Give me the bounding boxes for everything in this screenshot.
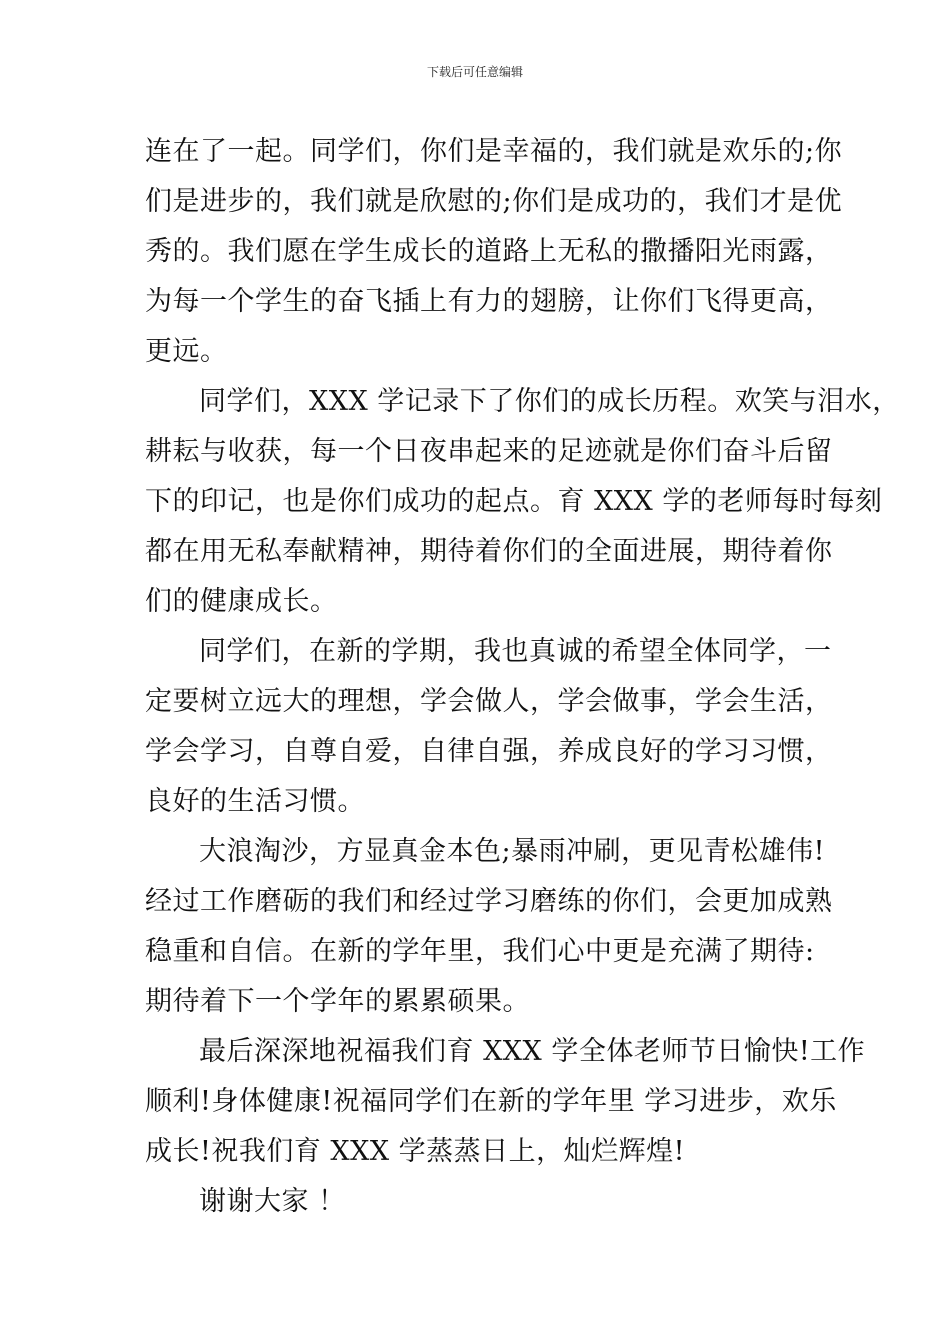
- page-header: 下载后可任意编辑: [426, 65, 523, 79]
- text-line: 期待着下一个学年的累累硕果。: [145, 986, 530, 1017]
- paragraph-start-line: 同学们，在新的学期，我也真诚的希望全体同学，一: [199, 636, 832, 667]
- text-line: 成长!祝我们育 XXX 学蒸蒸日上，灿烂辉煌!: [145, 1136, 686, 1167]
- text-line: 学会学习，自尊自爱，自律自强，养成良好的学习习惯，: [145, 736, 833, 767]
- paragraph-start-line: 大浪淘沙，方显真金本色;暴雨冲刷，更见青松雄伟!: [199, 836, 825, 867]
- text-line: 们的健康成长。: [145, 586, 338, 617]
- text-line: 秀的。我们愿在学生成长的道路上无私的撒播阳光雨露，: [145, 236, 833, 267]
- text-line: 都在用无私奉献精神，期待着你们的全面进展，期待着你: [145, 536, 833, 567]
- text-line: 们是进步的，我们就是欣慰的;你们是成功的，我们才是优: [145, 186, 843, 217]
- text-line: 更远。: [145, 336, 228, 367]
- paragraph-start-line: 最后深深地祝福我们育 XXX 学全体老师节日愉快!工作: [199, 1036, 866, 1067]
- text-line: 为每一个学生的奋飞插上有力的翅膀，让你们飞得更高，: [145, 286, 833, 317]
- paragraph-start-line: 同学们，XXX 学记录下了你们的成长历程。欢笑与泪水，: [199, 386, 900, 417]
- text-line: 良好的生活习惯。: [145, 786, 365, 817]
- text-line: 定要树立远大的理想，学会做人，学会做事，学会生活，: [145, 686, 833, 717]
- text-line: 稳重和自信。在新的学年里，我们心中更是充满了期待:: [145, 936, 815, 967]
- text-line: 顺利!身体健康!祝福同学们在新的学年里 学习进步，欢乐: [145, 1086, 837, 1117]
- text-line: 耕耘与收获，每一个日夜串起来的足迹就是你们奋斗后留: [145, 436, 833, 467]
- document-body: [145, 127, 900, 1227]
- text-line: 经过工作磨砺的我们和经过学习磨练的你们，会更加成熟: [145, 886, 833, 917]
- text-line: 下的印记，也是你们成功的起点。育 XXX 学的老师每时每刻: [145, 486, 883, 517]
- text-line: 连在了一起。同学们，你们是幸福的，我们就是欢乐的;你: [145, 136, 843, 167]
- closing-line: 谢谢大家 ！: [199, 1186, 346, 1217]
